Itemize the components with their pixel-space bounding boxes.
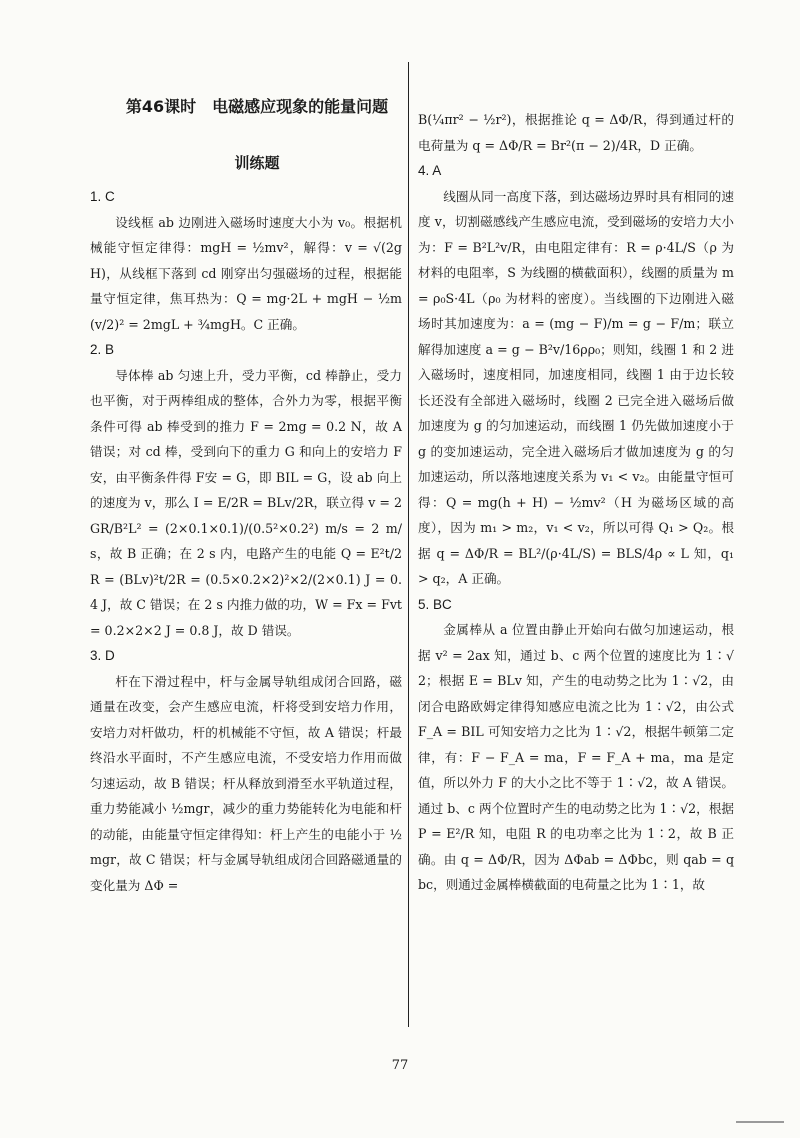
page-title: 第46课时 电磁感应现象的能量问题 xyxy=(125,97,389,116)
section-title: 训练题 xyxy=(234,154,280,172)
answer-2-explanation: 导体棒 ab 匀速上升，受力平衡，cd 棒静止，受力也平衡，对于两棒组成的整体，合外力为零，根据平衡条件可得 ab 棒受到的推力 F = 2mg = 0.2 N，故 A 错误；对 cd 棒，受到向下的重力 G 和向上的安培力 F安，由平衡条件得 F安 = G，即 BIL = G，设 ab 向上的速度为 v，那么 I = E/2R = BLv/2R，联立得 v = 2GR/B²L² = (2×0.1×0.1)/(0.5²×0.2²) m/s = 2 m/s，故 B 正确；在 2 s 内，电路产生的电能 Q = E²t/2R = (BLv)²t/2R = (0.5×0.2×2)²×2/(2×0.1) J = 0.4 J，故 C 错误；在 2 s 内推力做的功，W = Fx = Fvt = 0.2×2×2 J = 0.8 J，故 D 错误。 xyxy=(90,367,402,638)
answer-4-explanation: 线圈从同一高度下落，到达磁场边界时具有相同的速度 v，切割磁感线产生感应电流，受到磁场的安培力大小为：F = B²L²v/R，由电阻定律有：R = ρ·4L/S（ρ 为材料的电阻率，S 为线圈的横截面积），线圈的质量为 m = ρ₀S·4L（ρ₀ 为材料的密度）。当线圈的下边刚进入磁场时其加速度为：a = (mg − F)/m = g − F/m；联立解得加速度 a = g − B²v/16ρρ₀；则知，线圈 1 和 2 进入磁场时，速度相同，加速度相同，线圈 1 由于边长较长还没有全部进入磁场时，线圈 2 已完全进入磁场后做加速度为 g 的匀加速运动，而线圈 1 仍先做加速度小于 g 的变加速运动，完全进入磁场后才做加速度为 g 的匀加速运动，所以落地速度关系为 v₁ < v₂。由能量守恒可得：Q = mg(h + H) − ½mv²（H 为磁场区域的高度），因为 m₁ > m₂，v₁ < v₂，所以可得 Q₁ > Q₂。根据 q = ΔΦ/R = BL²/(ρ·4L/S) = BLS/4ρ ∝ L 知，q₁ > q₂，A 正确。 xyxy=(418,188,734,586)
answer-5-explanation: 金属棒从 a 位置由静止开始向右做匀加速运动，根据 v² = 2ax 知，通过 b、c 两个位置的速度比为 1∶√2；根据 E = BLv 知，产生的电动势之比为 1∶√2，由闭合电路欧姆定律得知感应电流之比为 1∶√2，由公式 F_A = BIL 可知安培力之比为 1∶√2，根据牛顿第二定律，有：F − F_A = ma，F = F_A + ma，ma 是定值，所以外力 F 的大小之比不等于 1∶√2，故 A 错误。通过 b、c 两个位置时产生的电动势之比为 1∶√2，根据 P = E²/R 知，电阻 R 的电功率之比为 1∶2，故 B 正确。由 q = ΔΦ/R，因为 ΔΦab = ΔΦbc，则 qab = qbc，则通过金属棒横截面的电荷量之比为 1∶1，故 xyxy=(418,622,734,892)
left-column xyxy=(90,184,402,898)
answer-4-label: 4. A xyxy=(418,163,442,178)
answer-3-continued: B(¼πr² − ½r²)，根据推论 q = ΔΦ/R，得到通过杆的电荷量为 q = ΔΦ/R = Br²(π − 2)/4R，D 正确。 xyxy=(418,112,734,153)
column-divider xyxy=(408,62,409,1027)
right-column xyxy=(418,107,734,898)
answer-1-explanation: 设线框 ab 边刚进入磁场时速度大小为 v₀。根据机械能守恒定律得：mgH = ½mv²，解得：v = √(2gH)，从线框下落到 cd 刚穿出匀强磁场的过程，根据能量守恒定律，焦耳热为：Q = mg·2L + mgH − ½m(v/2)² = 2mgL + ¾mgH。C 正确。 xyxy=(90,214,402,332)
scan-mark xyxy=(736,1121,784,1123)
page-number: 77 xyxy=(391,1058,409,1073)
answer-3-explanation: 杆在下滑过程中，杆与金属导轨组成闭合回路，磁通量在改变，会产生感应电流，杆将受到安培力作用，安培力对杆做功，杆的机械能不守恒，故 A 错误；杆最终沿水平面时，不产生感应电流，不受安培力作用而做匀速运动，故 B 错误；杆从释放到滑至水平轨道过程，重力势能减小 ½mgr，减少的重力势能转化为电能和杆的动能，由能量守恒定律得知：杆上产生的电能小于 ½mgr，故 C 错误；杆与金属导轨组成闭合回路磁通量的变化量为 ΔΦ = xyxy=(90,673,402,893)
answer-2-label: 2. B xyxy=(90,342,115,357)
answer-5-label: 5. BC xyxy=(418,596,452,612)
answer-1-label: 1. C xyxy=(90,189,115,204)
answer-3-label: 3. D xyxy=(90,648,115,663)
